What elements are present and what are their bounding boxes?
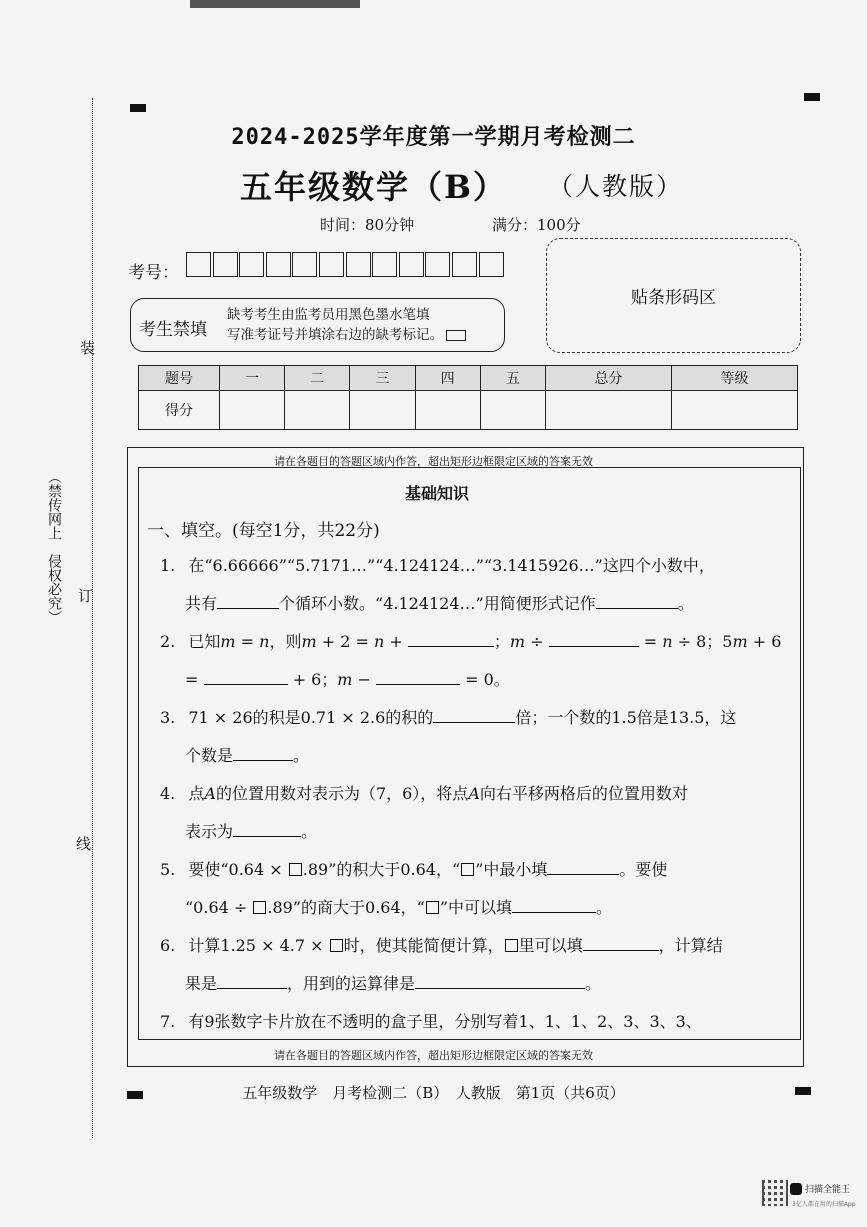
part-title: 一、填空。(每空1分，共22分)	[147, 521, 380, 541]
variable: m	[732, 632, 748, 651]
question-text: 有9张数字卡片放在不透明的盒子里，分别写着1、1、1、2、3、3、3、	[188, 1012, 702, 1031]
notice-label: 考生禁填	[139, 320, 207, 340]
question-text: 。	[596, 898, 613, 917]
variable: m	[509, 632, 526, 651]
blank-square	[289, 863, 302, 876]
question-number: 3.	[160, 708, 176, 727]
warning-top: 请在各题目的答题区域内作答，超出矩形边框限定区域的答案无效	[274, 455, 593, 468]
question-1	[160, 556, 715, 576]
question-text: 。	[293, 746, 310, 765]
notice-line2: 写准考证号并填涂右边的缺考标记。	[227, 327, 443, 343]
score-cell[interactable]	[671, 391, 797, 430]
full-score: 满分：100分	[492, 216, 581, 234]
candidate-number-label: 考号：	[128, 263, 179, 283]
question-text: ”中可以填	[439, 898, 513, 917]
operator: =	[638, 632, 663, 651]
digit-box[interactable]	[425, 252, 450, 277]
operator: + 2 =	[316, 632, 374, 651]
digit-box[interactable]	[372, 252, 397, 277]
operator: =	[235, 632, 260, 651]
scanner-logo-icon	[790, 1183, 802, 1195]
blank-square	[505, 939, 518, 952]
score-header: 二	[285, 366, 350, 391]
candidate-number-boxes[interactable]	[186, 252, 505, 277]
digit-box[interactable]	[292, 252, 317, 277]
score-row-label: 得分	[139, 391, 220, 430]
binding-dotted-line	[92, 98, 93, 1138]
score-table	[138, 365, 798, 430]
operator: −	[352, 670, 377, 689]
score-header: 三	[350, 366, 415, 391]
page-footer: 五年级数学 月考检测二（B） 人教版 第1页（共6页）	[242, 1084, 625, 1102]
question-text: ÷ 8；5	[672, 632, 733, 651]
question-text: 点	[188, 784, 205, 803]
score-header: 等级	[671, 366, 797, 391]
variable: n	[259, 632, 270, 651]
binding-xian: 线	[76, 835, 92, 853]
question-text: 在“6.66666”“5.7171…”“4.124124…”“3.1415926…”这四个小数中，	[188, 556, 715, 575]
score-header: 四	[415, 366, 480, 391]
score-header: 一	[220, 366, 285, 391]
variable: n	[373, 632, 385, 651]
question-text: 。	[301, 822, 318, 841]
question-text: ，用到的运算律是	[287, 974, 416, 993]
score-header: 题号	[139, 366, 220, 391]
answer-blank[interactable]	[204, 670, 288, 685]
question-5-line2	[185, 898, 612, 918]
digit-box[interactable]	[452, 252, 477, 277]
question-text: .89”的商大于0.64，“	[267, 898, 425, 917]
question-1-line2	[185, 594, 694, 614]
blank-square	[330, 939, 343, 952]
question-text: 果是	[185, 974, 218, 993]
digit-box[interactable]	[239, 252, 264, 277]
barcode-area-label: 贴条形码区	[631, 288, 716, 308]
answer-blank[interactable]	[512, 898, 596, 913]
question-text: 个数是	[185, 746, 234, 765]
binding-side-note: （禁传网上 侵权必究）	[46, 470, 62, 624]
question-number: 2.	[160, 632, 176, 651]
question-text: ；	[493, 632, 510, 651]
score-cell[interactable]	[545, 391, 671, 430]
question-text: ，则	[269, 632, 302, 651]
question-number: 7.	[160, 1012, 176, 1031]
score-cell[interactable]	[480, 391, 545, 430]
score-header: 五	[480, 366, 545, 391]
question-6	[160, 936, 723, 956]
answer-blank[interactable]	[596, 594, 678, 609]
registration-mark-top-left	[130, 104, 146, 112]
question-text: 计算1.25 × 4.7 ×	[188, 936, 329, 955]
digit-box[interactable]	[346, 252, 371, 277]
digit-box[interactable]	[399, 252, 424, 277]
blank-square	[426, 901, 439, 914]
exam-title: 2024-2025学年度第一学期月考检测二	[231, 125, 636, 150]
question-text: 倍；一个数的1.5倍是13.5，这	[515, 708, 737, 727]
score-cell[interactable]	[415, 391, 480, 430]
scan-edge	[190, 0, 360, 8]
question-2-line2	[185, 670, 510, 690]
question-text: .89”的积大于0.64，“	[302, 860, 461, 879]
operator: =	[185, 670, 204, 689]
question-text: 。要使	[619, 860, 668, 879]
variable: m	[337, 670, 353, 689]
question-number: 6.	[160, 936, 176, 955]
question-text: ”中最小填	[475, 860, 548, 879]
question-2	[160, 632, 781, 652]
operator: ÷	[525, 632, 549, 651]
question-text: 。	[585, 974, 602, 993]
question-5	[160, 860, 667, 880]
operator: + 6	[747, 632, 782, 651]
score-header: 总分	[545, 366, 671, 391]
question-text: 时，使其能简便计算，	[343, 936, 504, 955]
digit-box[interactable]	[186, 252, 211, 277]
notice-box	[130, 298, 505, 352]
score-cell[interactable]	[220, 391, 285, 430]
question-text: “0.64 ÷	[185, 898, 253, 917]
variable: m	[220, 632, 236, 651]
question-7	[160, 1012, 702, 1032]
question-text: + 6；	[287, 670, 338, 689]
variable: n	[662, 632, 673, 651]
answer-blank[interactable]	[549, 632, 639, 647]
time-limit: 时间：80分钟	[320, 216, 415, 234]
scanner-subtitle: 3亿人都在用的扫描App	[792, 1201, 856, 1208]
answer-blank[interactable]	[233, 746, 293, 761]
answer-blank[interactable]	[583, 936, 659, 951]
question-text: 个循环小数。“4.124124…”用简便形式记作	[279, 594, 596, 613]
blank-square	[461, 863, 474, 876]
digit-box[interactable]	[319, 252, 344, 277]
question-number: 5.	[160, 860, 176, 879]
registration-mark-top-right	[804, 93, 820, 101]
answer-blank[interactable]	[433, 708, 515, 723]
answer-blank[interactable]	[217, 594, 279, 609]
section-title: 基础知识	[405, 484, 470, 503]
question-text: = 0。	[460, 670, 510, 689]
question-3	[160, 708, 736, 728]
question-number: 4.	[160, 784, 176, 803]
blank-square	[253, 901, 266, 914]
question-text: 71 × 26的积是0.71 × 2.6的积的	[188, 708, 434, 727]
answer-blank[interactable]	[217, 974, 287, 989]
variable: A	[468, 784, 480, 803]
question-text: 表示为	[185, 822, 234, 841]
binding-zhuang: 装	[80, 339, 96, 357]
digit-box[interactable]	[479, 252, 504, 277]
variable: m	[301, 632, 317, 651]
qr-code-pattern	[764, 1182, 786, 1204]
scanner-name: 扫描全能王	[805, 1185, 851, 1195]
score-cell[interactable]	[350, 391, 415, 430]
operator: +	[384, 632, 408, 651]
question-text: 向右平移两格后的位置用数对	[479, 784, 688, 803]
binding-ding: 订	[78, 587, 94, 605]
answer-blank[interactable]	[547, 860, 619, 875]
question-text: 。	[677, 594, 694, 613]
question-text: 里可以填	[518, 936, 583, 955]
barcode-area	[546, 238, 801, 353]
absence-mark-box[interactable]	[446, 330, 466, 341]
variable: A	[204, 784, 216, 803]
subject-title: 五年级数学（B）	[240, 168, 508, 206]
question-text: ，计算结	[658, 936, 723, 955]
score-cell[interactable]	[285, 391, 350, 430]
question-text: 的位置用数对表示为（7，6），将点	[215, 784, 469, 803]
question-text: 要使“0.64 ×	[188, 860, 288, 879]
question-text: 已知	[188, 632, 221, 651]
answer-blank[interactable]	[233, 822, 301, 837]
question-3-line2	[185, 746, 309, 766]
question-6-line2	[185, 974, 601, 994]
answer-blank[interactable]	[408, 632, 494, 647]
notice-line1: 缺考考生由监考员用黑色墨水笔填	[227, 307, 430, 323]
question-text: 共有	[185, 594, 218, 613]
warning-bottom: 请在各题目的答题区域内作答，超出矩形边框限定区域的答案无效	[274, 1049, 593, 1062]
digit-box[interactable]	[266, 252, 291, 277]
answer-blank[interactable]	[376, 670, 460, 685]
answer-blank[interactable]	[415, 974, 585, 989]
question-4	[160, 784, 688, 804]
question-number: 1.	[160, 556, 176, 575]
question-4-line2	[185, 822, 317, 842]
digit-box[interactable]	[213, 252, 238, 277]
edition-label: （人教版）	[548, 172, 684, 201]
